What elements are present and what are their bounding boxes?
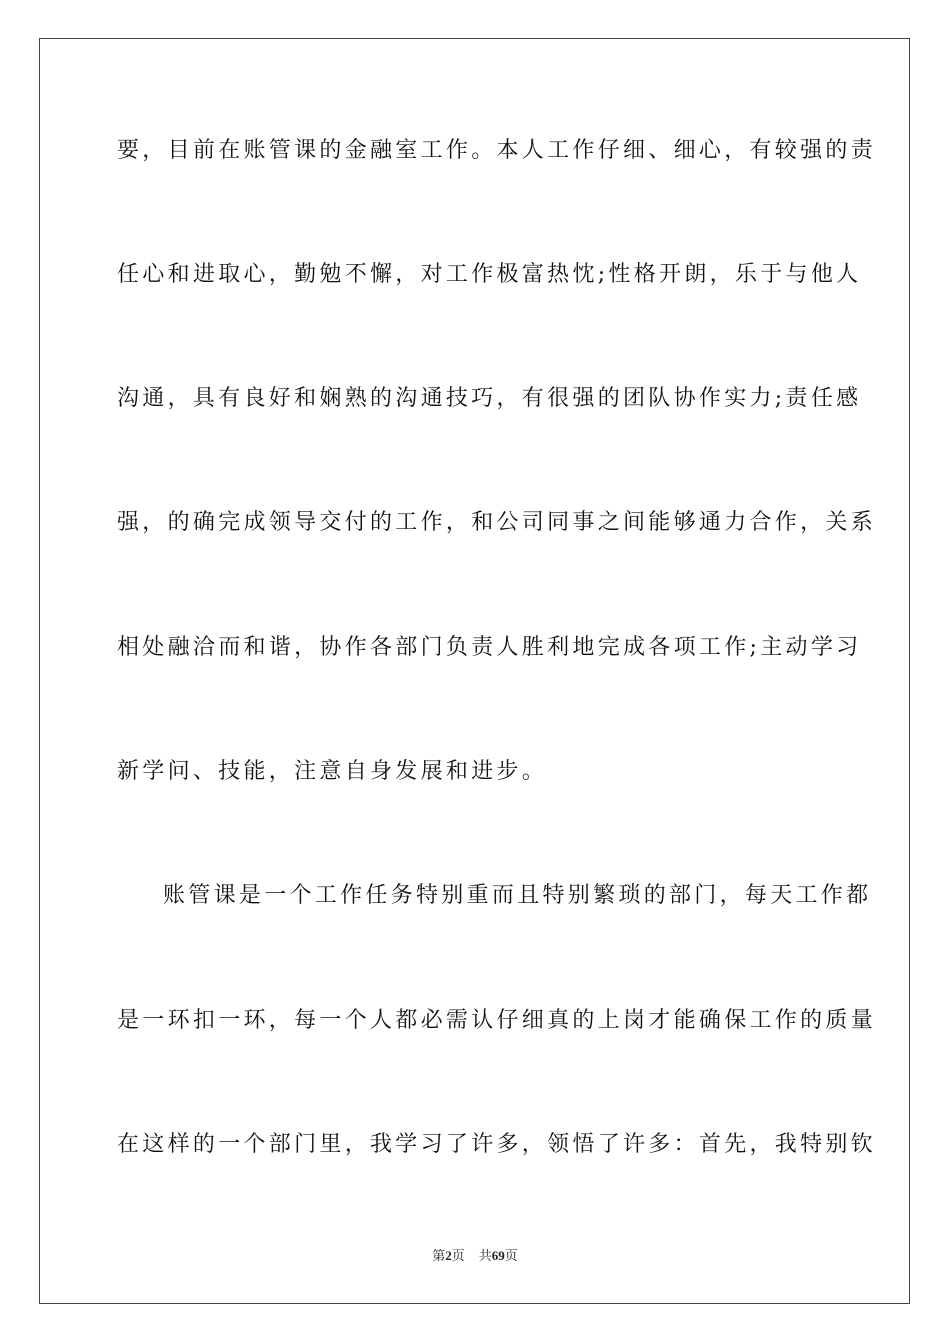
total-suffix: 页 [504, 1248, 518, 1263]
body-line-1: 要，目前在账管课的金融室工作。本人工作仔细、细心，有较强的责 [117, 138, 877, 163]
page-prefix: 第 [432, 1248, 446, 1263]
body-line-2: 任心和进取心，勤勉不懈，对工作极富热忱;性格开朗，乐于与他人 [117, 262, 862, 287]
page-suffix: 页 [451, 1248, 465, 1263]
page-border [39, 38, 910, 1304]
body-line-4: 强，的确完成领导交付的工作，和公司同事之间能够通力合作，关系 [117, 510, 877, 535]
body-line-3: 沟通，具有良好和娴熟的沟通技巧，有很强的团队协作实力;责任感 [117, 386, 862, 411]
page-number: 2 [445, 1248, 452, 1263]
paragraph-2-line-3: 在这样的一个部门里，我学习了许多，领悟了许多：首先，我特别钦 [117, 1132, 877, 1157]
page-footer [0, 1247, 950, 1265]
body-line-6: 新学问、技能，注意自身发展和进步。 [117, 759, 548, 784]
total-prefix: 共 [478, 1248, 492, 1263]
total-pages: 69 [491, 1248, 505, 1263]
paragraph-2-line-1: 账管课是一个工作任务特别重而且特别繁琐的部门，每天工作都 [163, 883, 872, 908]
body-line-5: 相处融洽而和谐，协作各部门负责人胜利地完成各项工作;主动学习 [117, 635, 862, 660]
paragraph-2-line-2: 是一环扣一环，每一个人都必需认仔细真的上岗才能确保工作的质量 [117, 1008, 877, 1033]
